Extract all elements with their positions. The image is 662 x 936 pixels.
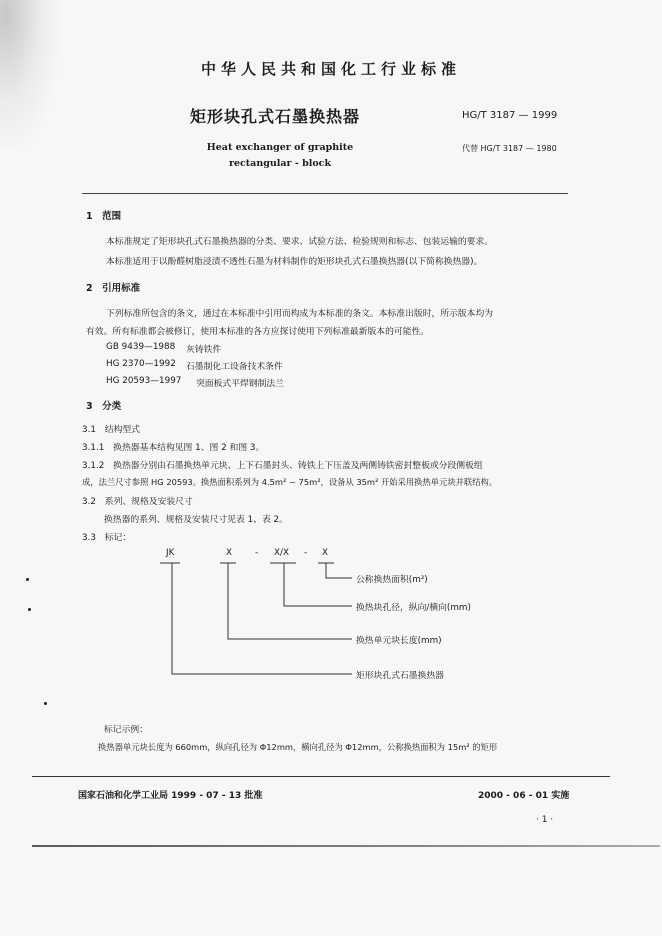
section-1-heading: 1 范围: [86, 211, 122, 222]
marking-code-x1: X: [226, 548, 233, 558]
marking-code-jk: JK: [166, 548, 175, 558]
section-3-1-2-line-1: 3.1.2 换热器分别由石墨换热单元块、上下石墨封头、铸铁上下压盖及两侧铸铁密封整板或分段侧板组: [82, 461, 483, 471]
ref-name-1: 灰铸铁件: [186, 345, 222, 355]
approval-date: 国家石油和化学工业局 1999 - 07 - 13 批准: [78, 791, 263, 801]
standard-category-header: 中华人民共和国化工行业标准: [200, 60, 461, 78]
section-1-para-2: 本标准适用于以酚醛树脂浸渍不透性石墨为材料制作的矩形块孔式石墨换热器(以下简称换热器)。: [106, 257, 483, 267]
marking-label-hole: 换热块孔径，纵向/横向(mm): [356, 603, 471, 613]
page-number: · 1 ·: [536, 815, 554, 825]
replaces-standard: 代替 HG/T 3187 — 1980: [462, 144, 557, 153]
section-3-2-heading: 3.2 系列、规格及安装尺寸: [82, 497, 193, 507]
implementation-date: 2000 - 06 - 01 实施: [478, 791, 570, 801]
marking-dash-1: -: [255, 548, 259, 558]
section-3-3-heading: 3.3 标记：: [82, 533, 132, 543]
marking-code-xx: X/X: [274, 548, 290, 558]
ref-code-1: GB 9439—1988: [106, 342, 176, 352]
header-divider: [82, 193, 568, 194]
ref-code-2: HG 2370—1992: [106, 359, 176, 369]
scan-edge-line: [32, 845, 660, 847]
document-title-cn: 矩形块孔式石墨换热器: [190, 107, 361, 126]
section-2-para-1: 下列标准所包含的条文，通过在本标准中引用而构成为本标准的条文。本标准出版时，所示版本均为: [106, 309, 494, 319]
ref-name-3: 突面板式平焊钢制法兰: [196, 379, 284, 389]
marking-label-name: 矩形块孔式石墨换热器: [356, 671, 444, 681]
scan-speck: [28, 608, 31, 611]
section-2-heading: 2 引用标准: [86, 283, 141, 294]
marking-label-area: 公称换热面积(m²): [356, 575, 428, 585]
title-en-line2: rectangular - block: [228, 158, 332, 169]
section-1-para-1: 本标准规定了矩形块孔式石墨换热器的分类、要求、试验方法、检验规则和标志、包装运输的要求。: [106, 237, 494, 247]
example-text: 换热器单元块长度为 660mm，纵向孔径为 Φ12mm，横向孔径为 Φ12mm，公称换热面积为 15m² 的矩形: [98, 742, 498, 752]
title-en-line1: Heat exchanger of graphite: [206, 142, 354, 153]
section-3-1-2-line-2: 成，法兰尺寸参照 HG 20593。换热面积系列为 4.5m² ~ 75m²，设备从 35m² 开始采用换热单元块并联结构。: [82, 477, 498, 487]
section-3-heading: 3 分类: [86, 401, 122, 412]
standard-number: HG/T 3187 — 1999: [462, 110, 558, 121]
section-2-para-2: 有效。所有标准都会被修订，使用本标准的各方应探讨使用下列标准最新版本的可能性。: [86, 327, 430, 337]
marking-label-length: 换热单元块长度(mm): [356, 636, 442, 646]
marking-dash-2: -: [304, 548, 308, 558]
marking-code-x2: X: [322, 548, 329, 558]
ref-code-3: HG 20593—1997: [106, 376, 182, 386]
scan-speck: [26, 578, 29, 581]
footer-divider: [32, 776, 610, 777]
scan-speck: [44, 702, 47, 705]
section-3-2-para: 换热器的系列、规格及安装尺寸见表 1、表 2。: [104, 515, 288, 525]
section-3-1-heading: 3.1 结构型式: [82, 425, 140, 435]
example-heading: 标记示例：: [104, 725, 148, 735]
section-3-1-1: 3.1.1 换热器基本结构见图 1、图 2 和图 3。: [82, 443, 265, 453]
ref-name-2: 石墨制化工设备技术条件: [186, 362, 283, 372]
